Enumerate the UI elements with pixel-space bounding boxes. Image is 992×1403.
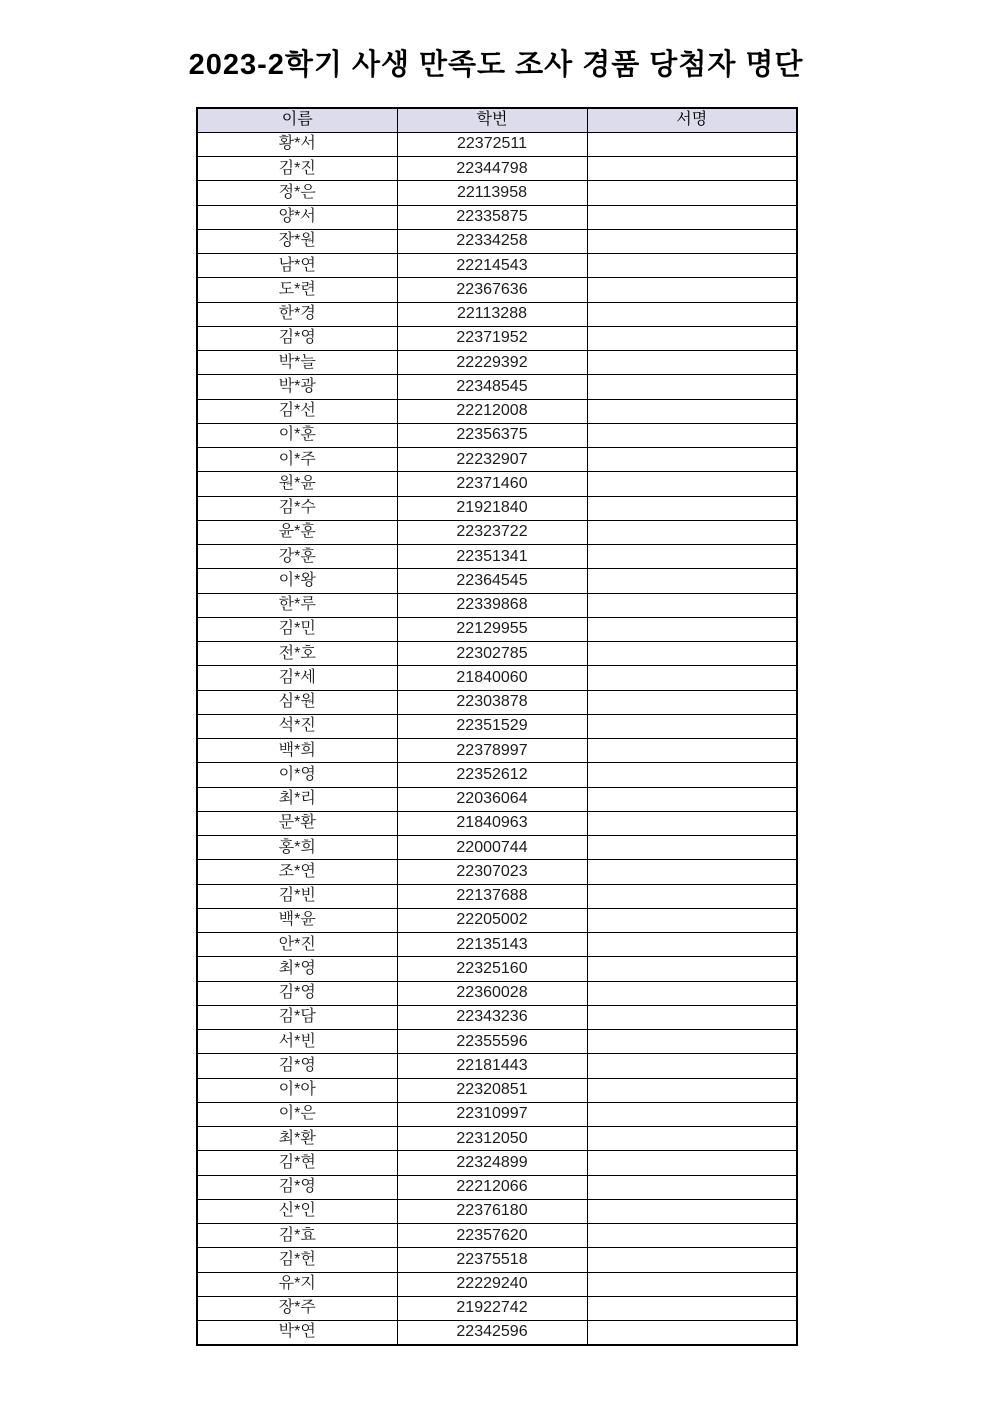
name-cell: 김*빈	[197, 884, 397, 908]
header-name: 이름	[197, 108, 397, 132]
signature-cell	[587, 1078, 797, 1102]
student-id-cell: 21921840	[397, 496, 587, 520]
student-id-cell: 22310997	[397, 1102, 587, 1126]
name-cell: 정*은	[197, 181, 397, 205]
student-id-cell: 22320851	[397, 1078, 587, 1102]
student-id-cell: 22212066	[397, 1175, 587, 1199]
table-row	[197, 229, 797, 253]
student-id-cell: 21840060	[397, 666, 587, 690]
table-row	[197, 302, 797, 326]
signature-cell	[587, 739, 797, 763]
signature-cell	[587, 690, 797, 714]
signature-cell	[587, 787, 797, 811]
name-cell: 김*영	[197, 326, 397, 350]
student-id-cell: 22302785	[397, 642, 587, 666]
student-id-cell: 22348545	[397, 375, 587, 399]
student-id-cell: 22229240	[397, 1272, 587, 1296]
signature-cell	[587, 1005, 797, 1029]
name-cell: 장*원	[197, 229, 397, 253]
signature-cell	[587, 423, 797, 447]
student-id-cell: 22307023	[397, 860, 587, 884]
student-id-cell: 22129955	[397, 617, 587, 641]
signature-cell	[587, 908, 797, 932]
student-id-cell: 22367636	[397, 278, 587, 302]
name-cell: 서*빈	[197, 1030, 397, 1054]
signature-cell	[587, 666, 797, 690]
student-id-cell: 22334258	[397, 229, 587, 253]
student-id-cell: 22371952	[397, 326, 587, 350]
table-row	[197, 278, 797, 302]
student-id-cell: 22343236	[397, 1005, 587, 1029]
name-cell: 김*현	[197, 1151, 397, 1175]
student-id-cell: 22344798	[397, 157, 587, 181]
name-cell: 유*지	[197, 1272, 397, 1296]
name-cell: 양*서	[197, 205, 397, 229]
name-cell: 강*훈	[197, 545, 397, 569]
signature-cell	[587, 1199, 797, 1223]
signature-cell	[587, 1102, 797, 1126]
table-row	[197, 617, 797, 641]
table-row	[197, 496, 797, 520]
student-id-cell: 22364545	[397, 569, 587, 593]
table-row	[197, 714, 797, 738]
signature-cell	[587, 399, 797, 423]
name-cell: 박*광	[197, 375, 397, 399]
header-signature: 서명	[587, 108, 797, 132]
signature-cell	[587, 933, 797, 957]
signature-cell	[587, 472, 797, 496]
student-id-cell: 22214543	[397, 254, 587, 278]
table-row	[197, 1175, 797, 1199]
student-id-cell: 21840963	[397, 811, 587, 835]
signature-cell	[587, 302, 797, 326]
signature-cell	[587, 181, 797, 205]
name-cell: 이*은	[197, 1102, 397, 1126]
signature-cell	[587, 205, 797, 229]
student-id-cell: 22232907	[397, 448, 587, 472]
table-row	[197, 157, 797, 181]
table-row	[197, 1030, 797, 1054]
name-cell: 안*진	[197, 933, 397, 957]
signature-cell	[587, 278, 797, 302]
signature-cell	[587, 157, 797, 181]
table-row	[197, 1321, 797, 1345]
table-row	[197, 1005, 797, 1029]
name-cell: 신*인	[197, 1199, 397, 1223]
table-row	[197, 593, 797, 617]
name-cell: 한*경	[197, 302, 397, 326]
name-cell: 전*호	[197, 642, 397, 666]
name-cell: 이*아	[197, 1078, 397, 1102]
student-id-cell: 21922742	[397, 1296, 587, 1320]
signature-cell	[587, 593, 797, 617]
signature-cell	[587, 1248, 797, 1272]
student-id-cell: 22351341	[397, 545, 587, 569]
student-id-cell: 22303878	[397, 690, 587, 714]
name-cell: 백*희	[197, 739, 397, 763]
table-row	[197, 739, 797, 763]
table-row	[197, 1127, 797, 1151]
student-id-cell: 22335875	[397, 205, 587, 229]
student-id-cell: 22360028	[397, 981, 587, 1005]
signature-cell	[587, 763, 797, 787]
table-row	[197, 326, 797, 350]
table-row	[197, 1224, 797, 1248]
student-id-cell: 22181443	[397, 1054, 587, 1078]
winner-table-container	[196, 107, 798, 1346]
table-row	[197, 1102, 797, 1126]
table-row	[197, 1054, 797, 1078]
name-cell: 장*주	[197, 1296, 397, 1320]
table-row	[197, 933, 797, 957]
table-row	[197, 423, 797, 447]
winner-table	[196, 107, 798, 1346]
table-header-row	[197, 108, 797, 132]
signature-cell	[587, 351, 797, 375]
signature-cell	[587, 1296, 797, 1320]
signature-cell	[587, 254, 797, 278]
signature-cell	[587, 1224, 797, 1248]
table-row	[197, 132, 797, 156]
signature-cell	[587, 811, 797, 835]
table-row	[197, 205, 797, 229]
signature-cell	[587, 229, 797, 253]
signature-cell	[587, 496, 797, 520]
table-row	[197, 957, 797, 981]
signature-cell	[587, 1321, 797, 1345]
signature-cell	[587, 448, 797, 472]
student-id-cell: 22372511	[397, 132, 587, 156]
name-cell: 김*수	[197, 496, 397, 520]
signature-cell	[587, 714, 797, 738]
student-id-cell: 22113958	[397, 181, 587, 205]
signature-cell	[587, 1127, 797, 1151]
table-row	[197, 884, 797, 908]
name-cell: 백*윤	[197, 908, 397, 932]
table-row	[197, 642, 797, 666]
student-id-cell: 22357620	[397, 1224, 587, 1248]
name-cell: 김*효	[197, 1224, 397, 1248]
signature-cell	[587, 1054, 797, 1078]
name-cell: 최*영	[197, 957, 397, 981]
signature-cell	[587, 981, 797, 1005]
table-row	[197, 1199, 797, 1223]
signature-cell	[587, 520, 797, 544]
name-cell: 도*련	[197, 278, 397, 302]
table-row	[197, 908, 797, 932]
student-id-cell: 22000744	[397, 836, 587, 860]
student-id-cell: 22352612	[397, 763, 587, 787]
table-row	[197, 569, 797, 593]
name-cell: 김*영	[197, 981, 397, 1005]
table-row	[197, 860, 797, 884]
name-cell: 심*원	[197, 690, 397, 714]
name-cell: 윤*훈	[197, 520, 397, 544]
signature-cell	[587, 884, 797, 908]
name-cell: 김*담	[197, 1005, 397, 1029]
name-cell: 문*환	[197, 811, 397, 835]
student-id-cell: 22312050	[397, 1127, 587, 1151]
name-cell: 김*영	[197, 1054, 397, 1078]
table-row	[197, 1248, 797, 1272]
student-id-cell: 22137688	[397, 884, 587, 908]
table-row	[197, 520, 797, 544]
name-cell: 이*훈	[197, 423, 397, 447]
table-row	[197, 981, 797, 1005]
table-row	[197, 763, 797, 787]
signature-cell	[587, 1030, 797, 1054]
student-id-cell: 22355596	[397, 1030, 587, 1054]
student-id-cell: 22376180	[397, 1199, 587, 1223]
winner-table-body	[197, 132, 797, 1345]
name-cell: 최*환	[197, 1127, 397, 1151]
table-row	[197, 399, 797, 423]
student-id-cell: 22371460	[397, 472, 587, 496]
table-row	[197, 666, 797, 690]
name-cell: 이*영	[197, 763, 397, 787]
student-id-cell: 22323722	[397, 520, 587, 544]
header-student-id: 학번	[397, 108, 587, 132]
signature-cell	[587, 545, 797, 569]
name-cell: 박*연	[197, 1321, 397, 1345]
name-cell: 박*늘	[197, 351, 397, 375]
name-cell: 한*루	[197, 593, 397, 617]
student-id-cell: 22375518	[397, 1248, 587, 1272]
page-title: 2023-2학기 사생 만족도 조사 경품 당첨자 명단	[188, 49, 804, 81]
signature-cell	[587, 617, 797, 641]
student-id-cell: 22339868	[397, 593, 587, 617]
table-row	[197, 1078, 797, 1102]
student-id-cell: 22324899	[397, 1151, 587, 1175]
student-id-cell: 22229392	[397, 351, 587, 375]
name-cell: 김*영	[197, 1175, 397, 1199]
signature-cell	[587, 860, 797, 884]
name-cell: 황*서	[197, 132, 397, 156]
name-cell: 이*왕	[197, 569, 397, 593]
table-row	[197, 448, 797, 472]
table-row	[197, 472, 797, 496]
signature-cell	[587, 326, 797, 350]
student-id-cell: 22135143	[397, 933, 587, 957]
name-cell: 조*연	[197, 860, 397, 884]
signature-cell	[587, 132, 797, 156]
signature-cell	[587, 1151, 797, 1175]
table-row	[197, 181, 797, 205]
name-cell: 최*리	[197, 787, 397, 811]
student-id-cell: 22212008	[397, 399, 587, 423]
table-row	[197, 351, 797, 375]
name-cell: 남*연	[197, 254, 397, 278]
student-id-cell: 22113288	[397, 302, 587, 326]
name-cell: 김*진	[197, 157, 397, 181]
signature-cell	[587, 642, 797, 666]
signature-cell	[587, 569, 797, 593]
signature-cell	[587, 957, 797, 981]
signature-cell	[587, 1272, 797, 1296]
table-row	[197, 1151, 797, 1175]
table-row	[197, 811, 797, 835]
table-row	[197, 375, 797, 399]
table-row	[197, 690, 797, 714]
table-row	[197, 1272, 797, 1296]
student-id-cell: 22378997	[397, 739, 587, 763]
student-id-cell: 22205002	[397, 908, 587, 932]
table-row	[197, 254, 797, 278]
name-cell: 원*윤	[197, 472, 397, 496]
name-cell: 김*세	[197, 666, 397, 690]
name-cell: 홍*희	[197, 836, 397, 860]
table-row	[197, 1296, 797, 1320]
name-cell: 김*헌	[197, 1248, 397, 1272]
table-row	[197, 545, 797, 569]
table-row	[197, 787, 797, 811]
table-row	[197, 836, 797, 860]
name-cell: 석*진	[197, 714, 397, 738]
signature-cell	[587, 375, 797, 399]
student-id-cell: 22356375	[397, 423, 587, 447]
student-id-cell: 22351529	[397, 714, 587, 738]
student-id-cell: 22036064	[397, 787, 587, 811]
name-cell: 이*주	[197, 448, 397, 472]
name-cell: 김*민	[197, 617, 397, 641]
signature-cell	[587, 1175, 797, 1199]
name-cell: 김*선	[197, 399, 397, 423]
student-id-cell: 22325160	[397, 957, 587, 981]
signature-cell	[587, 836, 797, 860]
student-id-cell: 22342596	[397, 1321, 587, 1345]
